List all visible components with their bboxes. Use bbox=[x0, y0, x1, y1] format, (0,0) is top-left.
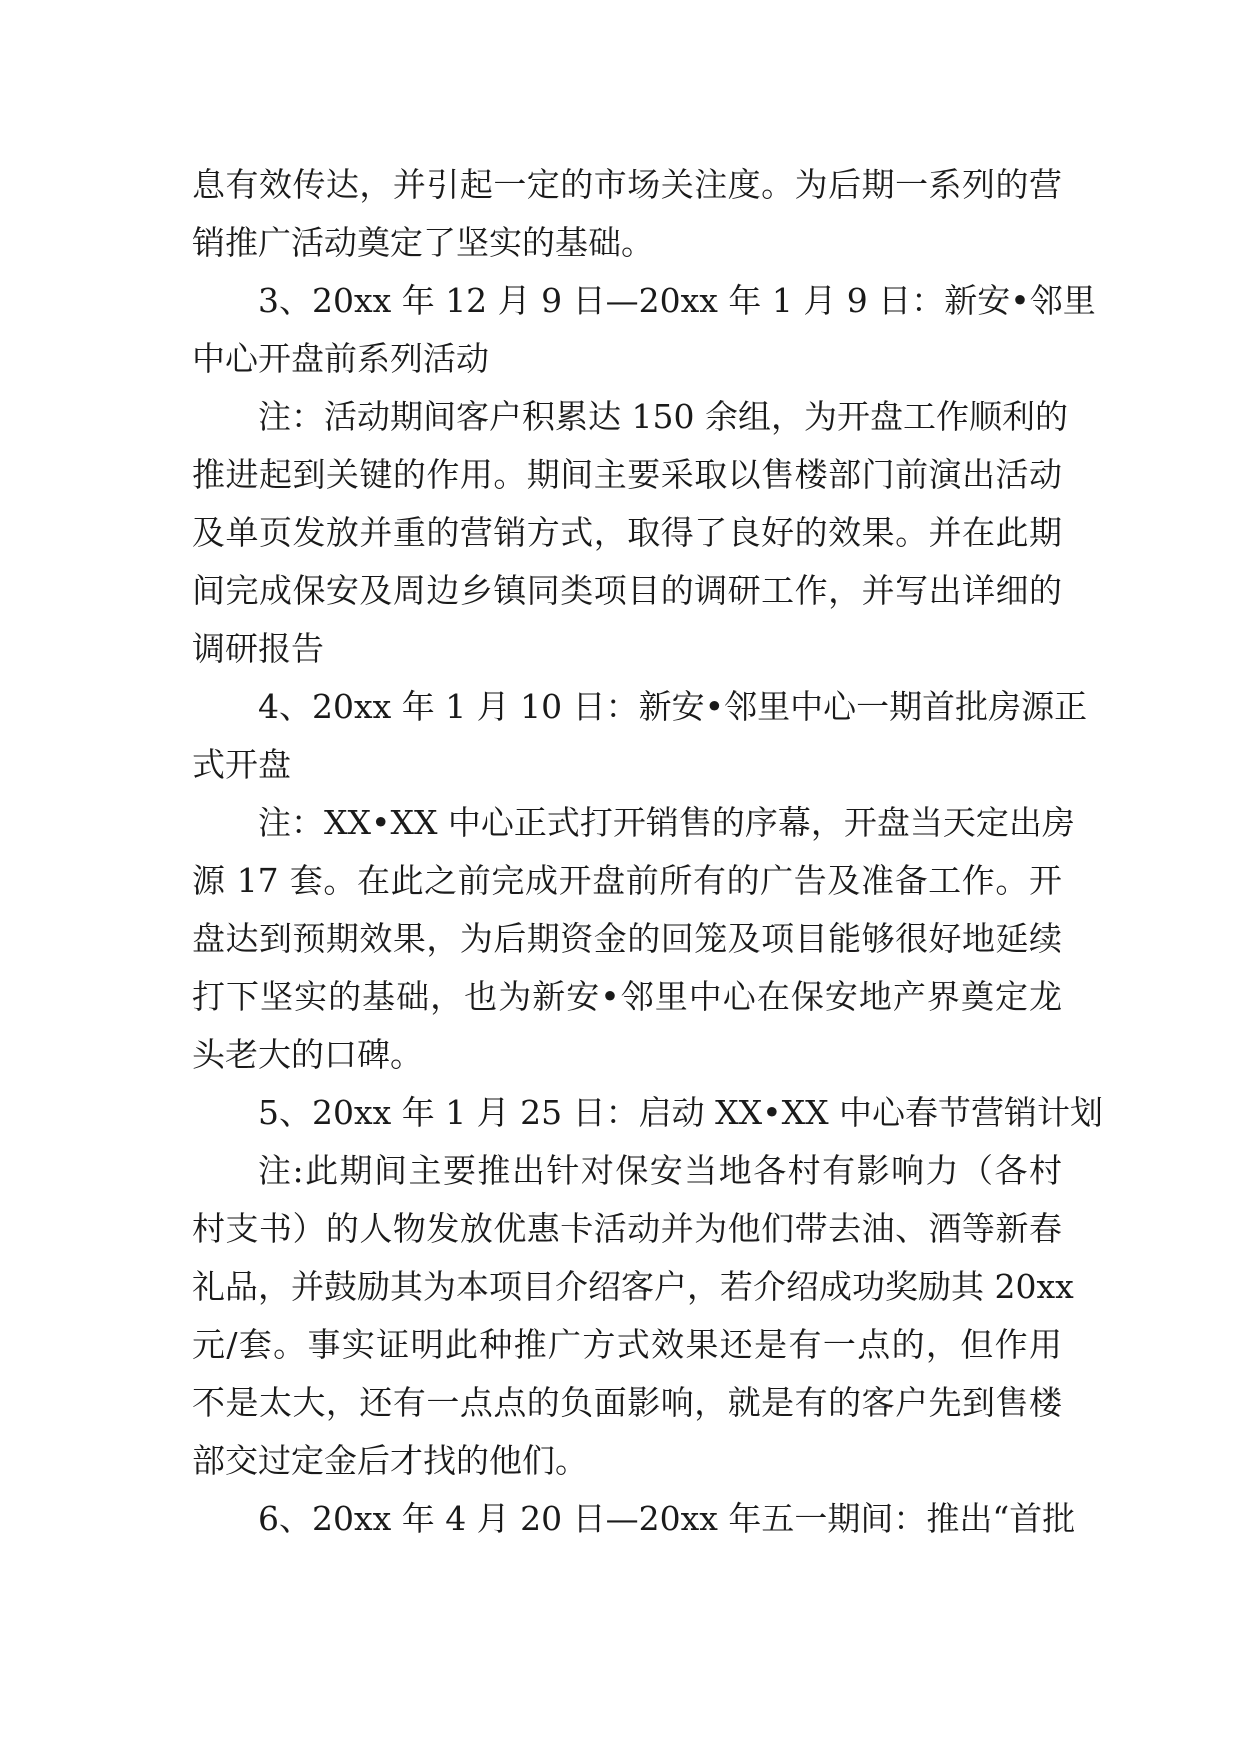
text-line: 部交过定金后才找的他们。 bbox=[192, 1441, 588, 1480]
text-line: 式开盘 bbox=[192, 745, 291, 784]
text-line: 息有效传达，并引起一定的市场关注度。为后期一系列的营 bbox=[192, 165, 1062, 204]
text-line: 元/套。事实证明此种推广方式效果还是有一点的，但作用 bbox=[192, 1325, 1062, 1364]
note-paragraph: 注：XX•XX 中心正式打开销售的序幕，开盘当天定出房 bbox=[258, 803, 1075, 842]
text-line: 盘达到预期效果，为后期资金的回笼及项目能够很好地延续 bbox=[192, 919, 1062, 958]
text-line: 及单页发放并重的营销方式，取得了良好的效果。并在此期 bbox=[192, 513, 1062, 552]
text-line: 中心开盘前系列活动 bbox=[192, 339, 489, 378]
text-line: 村支书）的人物发放优惠卡活动并为他们带去油、酒等新春 bbox=[192, 1209, 1062, 1248]
text-line: 间完成保安及周边乡镇同类项目的调研工作，并写出详细的 bbox=[192, 571, 1062, 610]
text-line: 销推广活动奠定了坚实的基础。 bbox=[192, 223, 654, 262]
list-item-heading: 4、20xx 年 1 月 10 日：新安•邻里中心一期首批房源正 bbox=[258, 687, 1088, 726]
text-line: 推进起到关键的作用。期间主要采取以售楼部门前演出活动 bbox=[192, 455, 1062, 494]
text-line: 调研报告 bbox=[192, 629, 324, 668]
list-item-heading: 6、20xx 年 4 月 20 日—20xx 年五一期间：推出“首批 bbox=[258, 1499, 1076, 1538]
text-line: 礼品，并鼓励其为本项目介绍客户，若介绍成功奖励其 20xx bbox=[192, 1267, 1074, 1306]
note-paragraph: 注：活动期间客户积累达 150 余组，为开盘工作顺利的 bbox=[258, 397, 1068, 436]
list-item-heading: 3、20xx 年 12 月 9 日—20xx 年 1 月 9 日：新安•邻里 bbox=[258, 281, 1096, 320]
text-line: 不是太大，还有一点点的负面影响，就是有的客户先到售楼 bbox=[192, 1383, 1062, 1422]
list-item-heading: 5、20xx 年 1 月 25 日：启动 XX•XX 中心春节营销计划 bbox=[258, 1093, 1104, 1132]
text-line: 源 17 套。在此之前完成开盘前所有的广告及准备工作。开 bbox=[192, 861, 1062, 900]
note-paragraph: 注:此期间主要推出针对保安当地各村有影响力（各村 bbox=[258, 1151, 1062, 1190]
text-line: 头老大的口碑。 bbox=[192, 1035, 423, 1074]
text-line: 打下坚实的基础，也为新安•邻里中心在保安地产界奠定龙 bbox=[192, 977, 1062, 1016]
